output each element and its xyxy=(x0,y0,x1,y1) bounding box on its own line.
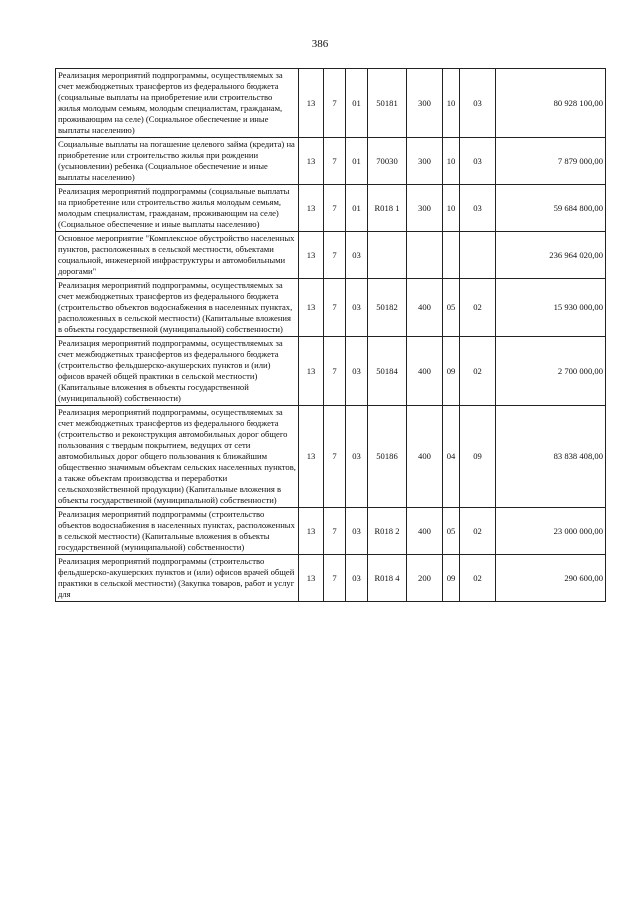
row-amount: 23 000 000,00 xyxy=(496,508,606,555)
row-code-1: 13 xyxy=(299,185,324,232)
row-description: Реализация мероприятий подпрограммы, осуществляемых за счет межбюджетных трансфертов из федерального бюджета (строительство объектов водоснабжения в населенных пунктах, расположенных в сельской местности) (Капитальные вложения в объекты государственной (муниципальной) собственности) xyxy=(56,279,299,337)
row-code-1: 13 xyxy=(299,337,324,406)
row-code-5 xyxy=(407,232,443,279)
row-code-2: 7 xyxy=(324,69,346,138)
row-code-7: 09 xyxy=(460,406,496,508)
row-code-2: 7 xyxy=(324,138,346,185)
row-code-2: 7 xyxy=(324,508,346,555)
row-code-3: 01 xyxy=(346,69,368,138)
row-code-5: 400 xyxy=(407,337,443,406)
row-code-2: 7 xyxy=(324,185,346,232)
row-code-1: 13 xyxy=(299,69,324,138)
row-code-3: 03 xyxy=(346,508,368,555)
row-amount: 59 684 800,00 xyxy=(496,185,606,232)
row-code-4: 50181 xyxy=(368,69,407,138)
row-code-7: 02 xyxy=(460,337,496,406)
row-code-7: 02 xyxy=(460,555,496,602)
row-code-3: 03 xyxy=(346,337,368,406)
row-code-3: 03 xyxy=(346,555,368,602)
table-body xyxy=(56,69,606,602)
table-row xyxy=(56,337,606,406)
row-description: Реализация мероприятий подпрограммы (строительство фельдшерско-акушерских пунктов и (или) офисов врачей общей практики в сельской местности) (Закупка товаров, работ и услуг для xyxy=(56,555,299,602)
row-code-1: 13 xyxy=(299,555,324,602)
row-code-3: 01 xyxy=(346,185,368,232)
page-number: 386 xyxy=(311,38,329,50)
row-code-3: 03 xyxy=(346,279,368,337)
row-code-4: R018 4 xyxy=(368,555,407,602)
row-code-5: 300 xyxy=(407,138,443,185)
row-code-2: 7 xyxy=(324,337,346,406)
row-code-6 xyxy=(443,232,460,279)
row-description: Реализация мероприятий подпрограммы (строительство объектов водоснабжения в населенных пунктах, расположенных в сельской местности) (Капитальные вложения в объекты государственной (муниципальной) собственности) xyxy=(56,508,299,555)
row-amount: 15 930 000,00 xyxy=(496,279,606,337)
row-code-7: 02 xyxy=(460,279,496,337)
table-row xyxy=(56,406,606,508)
row-amount: 236 964 020,00 xyxy=(496,232,606,279)
row-amount: 83 838 408,00 xyxy=(496,406,606,508)
row-description: Реализация мероприятий подпрограммы, осуществляемых за счет межбюджетных трансфертов из федерального бюджета (строительство фельдшерско-акушерских пунктов и (или) офисов врачей общей практики в сельской местности) (Капитальные вложения в объекты государственной (муниципальной) собственности) xyxy=(56,337,299,406)
row-amount: 80 928 100,00 xyxy=(496,69,606,138)
row-code-5: 300 xyxy=(407,185,443,232)
row-code-1: 13 xyxy=(299,279,324,337)
row-code-7: 03 xyxy=(460,69,496,138)
row-code-5: 400 xyxy=(407,406,443,508)
table-row xyxy=(56,279,606,337)
table-row xyxy=(56,508,606,555)
row-code-3: 03 xyxy=(346,406,368,508)
row-code-4: R018 1 xyxy=(368,185,407,232)
row-code-5: 400 xyxy=(407,279,443,337)
row-code-4: R018 2 xyxy=(368,508,407,555)
row-code-2: 7 xyxy=(324,232,346,279)
row-code-7: 03 xyxy=(460,185,496,232)
table-row xyxy=(56,232,606,279)
row-amount: 290 600,00 xyxy=(496,555,606,602)
row-code-4: 50184 xyxy=(368,337,407,406)
row-amount: 2 700 000,00 xyxy=(496,337,606,406)
row-code-6: 05 xyxy=(443,279,460,337)
table-row xyxy=(56,69,606,138)
row-description: Реализация мероприятий подпрограммы, осуществляемых за счет межбюджетных трансфертов из федерального бюджета (социальные выплаты на приобретение или строительство жилья молодым семьям, молодым специалистам, гражданам, проживающим на селе) (Социальное обеспечение и иные выплаты населению) xyxy=(56,69,299,138)
row-code-2: 7 xyxy=(324,555,346,602)
row-code-6: 09 xyxy=(443,555,460,602)
row-code-6: 05 xyxy=(443,508,460,555)
row-code-5: 300 xyxy=(407,69,443,138)
budget-table xyxy=(55,68,606,602)
row-code-6: 10 xyxy=(443,69,460,138)
row-code-4: 50182 xyxy=(368,279,407,337)
row-code-6: 10 xyxy=(443,185,460,232)
row-code-4: 70030 xyxy=(368,138,407,185)
row-code-7 xyxy=(460,232,496,279)
row-code-3: 03 xyxy=(346,232,368,279)
table-row xyxy=(56,555,606,602)
row-code-1: 13 xyxy=(299,138,324,185)
row-code-5: 200 xyxy=(407,555,443,602)
row-code-3: 01 xyxy=(346,138,368,185)
row-code-6: 04 xyxy=(443,406,460,508)
row-code-7: 03 xyxy=(460,138,496,185)
row-code-6: 09 xyxy=(443,337,460,406)
row-amount: 7 879 000,00 xyxy=(496,138,606,185)
row-code-5: 400 xyxy=(407,508,443,555)
row-description: Реализация мероприятий подпрограммы (социальные выплаты на приобретение или строительство жилья молодым семьям, молодым специалистам, гражданам, проживающим на селе) (Социальное обеспечение и иные выплаты населению) xyxy=(56,185,299,232)
row-description: Основное мероприятие "Комплексное обустройство населенных пунктов, расположенных в сельской местности, объектами социальной, инженерной инфраструктуры и автомобильными дорогами" xyxy=(56,232,299,279)
table-row xyxy=(56,185,606,232)
row-code-1: 13 xyxy=(299,508,324,555)
row-code-1: 13 xyxy=(299,232,324,279)
row-code-4: 50186 xyxy=(368,406,407,508)
row-code-2: 7 xyxy=(324,279,346,337)
row-code-2: 7 xyxy=(324,406,346,508)
row-description: Социальные выплаты на погашение целевого займа (кредита) на приобретение или строительство жилья при рождении (усыновлении) ребенка (Социальное обеспечение и иные выплаты населению) xyxy=(56,138,299,185)
row-code-1: 13 xyxy=(299,406,324,508)
table-row xyxy=(56,138,606,185)
row-code-4 xyxy=(368,232,407,279)
row-code-6: 10 xyxy=(443,138,460,185)
row-code-7: 02 xyxy=(460,508,496,555)
row-description: Реализация мероприятий подпрограммы, осуществляемых за счет межбюджетных трансфертов из федерального бюджета (строительство и реконструкция автомобильных дорог общего пользования с твердым покрытием, ведущих от сети автомобильных дорог общего пользования к ближайшим общественно значимым объектам сельских населенных пунктов, а также объектам производства и переработки сельскохозяйственной продукции) (Капитальные вложения в объекты государственной (муниципальной) собственности) xyxy=(56,406,299,508)
